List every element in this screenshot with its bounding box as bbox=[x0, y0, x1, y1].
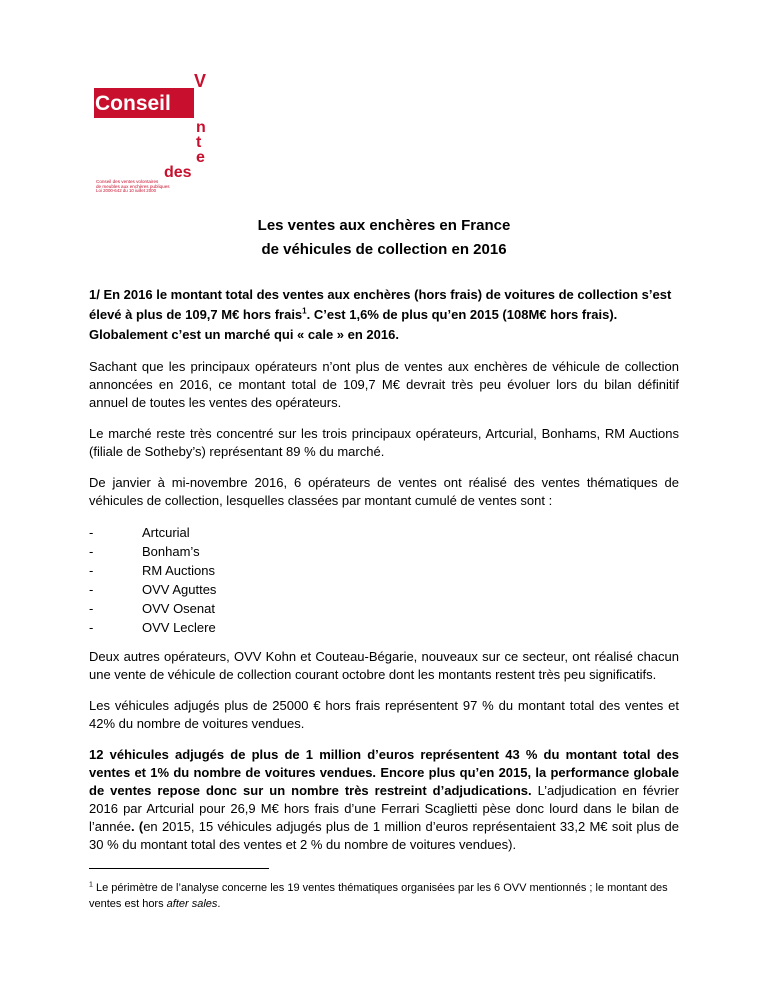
list-item bbox=[89, 523, 679, 542]
logo-caption-3: Loi 2000-642 du 10 juillet 2000 bbox=[96, 188, 157, 192]
cvv-logo bbox=[94, 72, 206, 192]
list-dash: - bbox=[89, 601, 94, 616]
logo-word-des: des bbox=[164, 164, 192, 181]
paragraph-6-bold-punct: . ( bbox=[130, 819, 144, 834]
footnote-number: 1 bbox=[89, 881, 93, 889]
paragraph-6-bold: 12 véhicules adjugés de plus de 1 million d’euros représentent 43 % du montant total des ventes et 1% du nombre de voitures vendues. Encore plus qu’en 2015, la performance globale de ventes repose donc sur un nombre très restreint d’adjudications. bbox=[89, 747, 679, 798]
document-body bbox=[89, 285, 679, 867]
logo-letter-v: V bbox=[194, 72, 206, 91]
list-item bbox=[89, 599, 679, 618]
operator-name: OVV Leclere bbox=[142, 620, 216, 635]
paragraph-1: Sachant que les principaux opérateurs n’ont plus de ventes aux enchères de véhicule de collection annoncées en 2016, ce montant total de 109,7 M€ devrait très peu évoluer lors du bilan définitif annuel de toutes les ventes des opérateurs. bbox=[89, 359, 679, 410]
list-item bbox=[89, 561, 679, 580]
title-line-2: de véhicules de collection en 2016 bbox=[261, 241, 507, 258]
list-dash: - bbox=[89, 525, 94, 540]
logo-caption-1: Conseil des ventes volontaires bbox=[96, 179, 159, 184]
logo-letter-e: e bbox=[196, 149, 205, 166]
operator-name: Bonham’s bbox=[142, 544, 200, 559]
logo-letter-n: n bbox=[196, 119, 206, 136]
footnote-separator bbox=[89, 868, 269, 869]
footnote-italic: after sales bbox=[166, 898, 218, 910]
list-dash: - bbox=[89, 582, 94, 597]
logo-word-conseil: Conseil bbox=[95, 92, 171, 115]
operator-name: Artcurial bbox=[142, 525, 190, 540]
footnote-end: . bbox=[217, 898, 221, 910]
paragraph-6-normal: L’adjudication en février 2016 par Artcurial pour 26,9 M€ hors frais d’une Ferrari Scaglietti pèse donc lourd dans le bilan de l’année bbox=[89, 783, 680, 834]
list-item bbox=[89, 580, 679, 599]
paragraph-6 bbox=[89, 746, 679, 854]
list-item bbox=[89, 618, 679, 637]
lead-text-2: . C’est 1,6% de plus qu’en 2015 (108M€ hors frais). Globalement c’est un marché qui « cale » en 2016. bbox=[89, 307, 618, 342]
list-item bbox=[89, 542, 679, 561]
paragraph-2: Le marché reste très concentré sur les trois principaux opérateurs, Artcurial, Bonhams, RM Auctions (filiale de Sotheby’s) représentant 89 % du marché. bbox=[89, 426, 679, 459]
list-dash: - bbox=[89, 620, 94, 635]
paragraph-6-end: en 2015, 15 véhicules adjugés plus de 1 million d’euros représentaient 33,2 M€ soit plus de 30 % du montant total des ventes et 2 % du nombre de voitures vendues). bbox=[89, 819, 679, 852]
operator-name: OVV Osenat bbox=[142, 601, 215, 616]
operator-name: RM Auctions bbox=[142, 563, 215, 578]
document-title bbox=[0, 214, 768, 262]
paragraph-5: Les véhicules adjugés plus de 25000 € hors frais représentent 97 % du montant total des ventes et 42% du nombre de voitures vendues. bbox=[89, 698, 679, 731]
logo-caption-2: de meubles aux enchères publiques bbox=[96, 184, 170, 189]
title-line-1: Les ventes aux enchères en France bbox=[257, 217, 511, 234]
paragraph-3: De janvier à mi-novembre 2016, 6 opérateurs de ventes ont réalisé des ventes thématiques de véhicules de collection, lesquelles classées par montant cumulé de ventes sont : bbox=[89, 475, 679, 508]
list-dash: - bbox=[89, 544, 94, 559]
footnote-text: Le périmètre de l’analyse concerne les 19 ventes thématiques organisées par les 6 OVV mentionnés ; le montant des ventes est hors bbox=[89, 882, 668, 910]
list-dash: - bbox=[89, 563, 94, 578]
footnote bbox=[89, 880, 679, 912]
lead-paragraph bbox=[89, 285, 679, 345]
lead-text-1: 1/ En 2016 le montant total des ventes aux enchères (hors frais) de voitures de collection s’est élevé à plus de 109,7 M€ hors frais bbox=[89, 287, 672, 322]
logo-letter-t: t bbox=[196, 134, 202, 151]
operator-name: OVV Aguttes bbox=[142, 582, 217, 597]
operators-list bbox=[89, 523, 679, 637]
footnote-ref: 1 bbox=[302, 306, 307, 316]
paragraph-4: Deux autres opérateurs, OVV Kohn et Couteau-Bégarie, nouveaux sur ce secteur, ont réalisé chacun une vente de véhicule de collection courant octobre dont les montants restent très peu significatifs. bbox=[89, 649, 679, 682]
